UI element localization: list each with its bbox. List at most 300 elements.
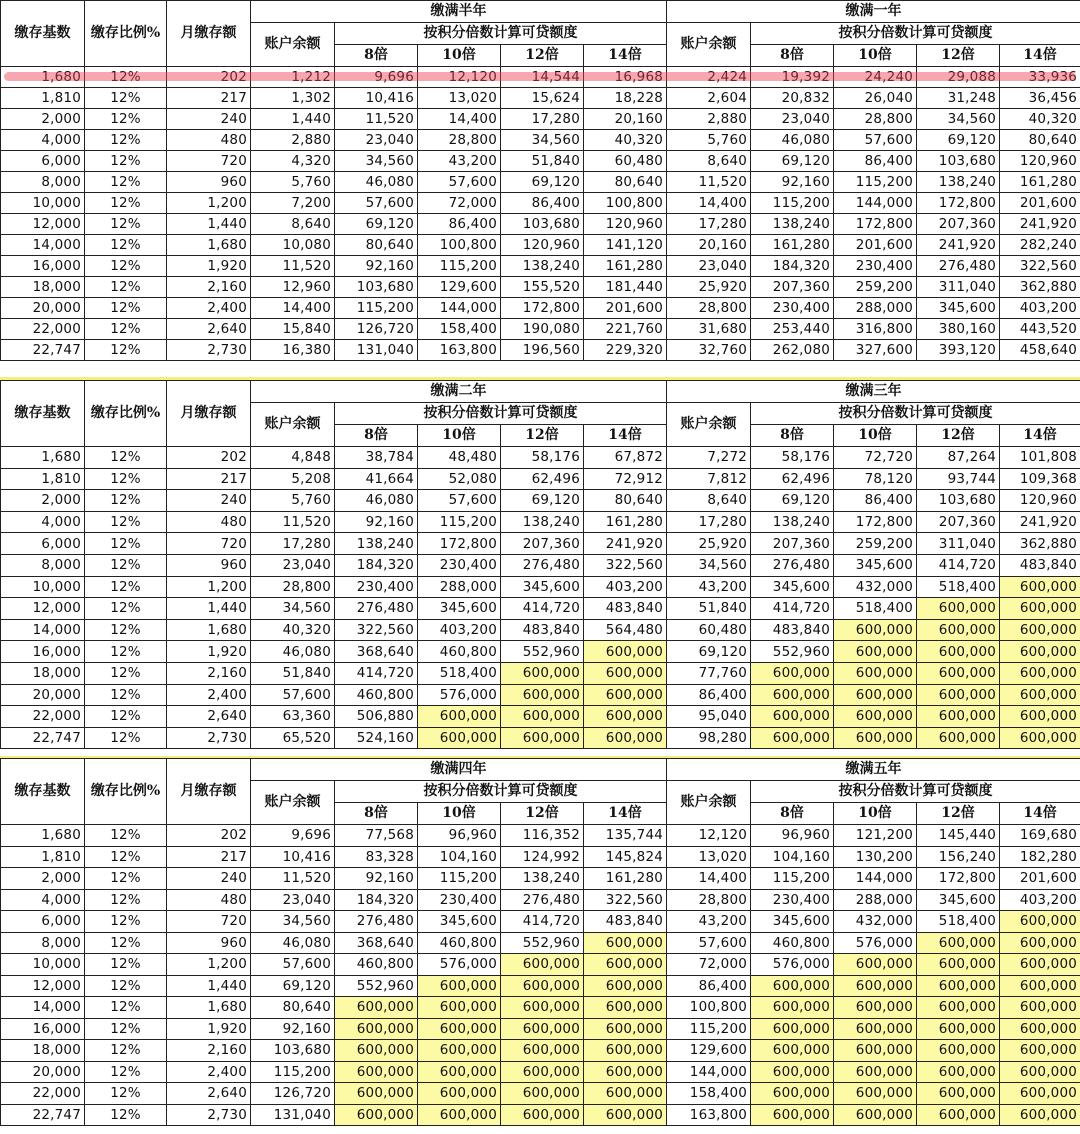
table-cell: 600,000 [584, 932, 667, 954]
table-cell: 8,000 [1, 554, 85, 576]
table-cell: 131,040 [335, 340, 418, 361]
table-cell: 158,400 [667, 1083, 751, 1105]
table-cell: 4,320 [251, 151, 335, 172]
table-cell: 25,920 [667, 277, 751, 298]
table-cell: 9,696 [335, 67, 418, 88]
table-cell: 483,840 [584, 598, 667, 620]
table-cell: 322,560 [335, 619, 418, 641]
table-cell: 600,000 [834, 954, 917, 976]
table-cell: 69,120 [335, 214, 418, 235]
table-cell: 460,800 [335, 954, 418, 976]
table-cell: 460,800 [418, 641, 501, 663]
table-cell: 28,800 [418, 130, 501, 151]
header-period: 缴满半年 [251, 1, 667, 23]
table-cell: 600,000 [1000, 706, 1080, 728]
table-cell: 327,600 [834, 340, 917, 361]
table-cell: 262,080 [751, 340, 834, 361]
table-cell: 2,000 [1, 490, 85, 512]
table-cell: 202 [167, 67, 251, 88]
table-cell: 12% [85, 576, 167, 598]
table-cell: 43,200 [418, 151, 501, 172]
table-cell: 172,800 [834, 214, 917, 235]
table-cell: 124,992 [501, 846, 584, 868]
table-cell: 600,000 [1000, 641, 1080, 663]
table-cell: 600,000 [418, 1083, 501, 1105]
table-cell: 7,272 [667, 447, 751, 469]
table-cell: 57,600 [418, 172, 501, 193]
table-cell: 600,000 [751, 684, 834, 706]
table-cell: 600,000 [1000, 1104, 1080, 1126]
table-cell: 600,000 [834, 1061, 917, 1083]
table-cell: 2,000 [1, 109, 85, 130]
table-cell: 12% [85, 684, 167, 706]
header-rate: 缴存比例% [85, 381, 167, 447]
table-cell: 22,747 [1, 727, 85, 749]
table-cell: 1,810 [1, 88, 85, 109]
table-row [1, 619, 1080, 641]
table-cell: 1,200 [167, 954, 251, 976]
table-cell: 22,747 [1, 1104, 85, 1126]
table-cell: 230,400 [834, 256, 917, 277]
table-cell: 600,000 [501, 1083, 584, 1105]
table-cell: 368,640 [335, 932, 418, 954]
table-cell: 5,760 [251, 172, 335, 193]
table-cell: 12% [85, 256, 167, 277]
table-cell: 600,000 [501, 954, 584, 976]
table-cell: 240 [167, 490, 251, 512]
table-cell: 600,000 [751, 706, 834, 728]
table-cell: 62,496 [751, 468, 834, 490]
table-cell: 414,720 [335, 662, 418, 684]
header-multiple: 12倍 [917, 803, 1000, 825]
table-cell: 362,880 [1000, 533, 1080, 555]
table-cell: 1,680 [167, 619, 251, 641]
header-multiple: 14倍 [1000, 425, 1080, 447]
table-cell: 12% [85, 889, 167, 911]
table-cell: 600,000 [1000, 1040, 1080, 1062]
table-cell: 12% [85, 1083, 167, 1105]
table-row [1, 67, 1080, 88]
table-row [1, 684, 1080, 706]
table-cell: 103,680 [335, 277, 418, 298]
table-cell: 1,680 [167, 997, 251, 1019]
table-cell: 51,840 [501, 151, 584, 172]
table-cell: 1,302 [251, 88, 335, 109]
header-calc: 按积分倍数计算可贷额度 [751, 23, 1080, 45]
table-cell: 600,000 [1000, 954, 1080, 976]
table-cell: 57,600 [251, 954, 335, 976]
table-cell: 22,747 [1, 340, 85, 361]
table-cell: 20,000 [1, 684, 85, 706]
table-cell: 5,760 [251, 490, 335, 512]
table-cell: 80,640 [584, 490, 667, 512]
header-multiple: 8倍 [335, 425, 418, 447]
table-cell: 600,000 [584, 662, 667, 684]
table-cell: 241,920 [584, 533, 667, 555]
table-cell: 960 [167, 172, 251, 193]
table-block-four-and-five-years [0, 758, 1080, 1134]
table-cell: 40,320 [584, 130, 667, 151]
table-cell: 72,000 [418, 193, 501, 214]
table-cell: 16,380 [251, 340, 335, 361]
header-multiple: 12倍 [917, 45, 1000, 67]
table-cell: 28,800 [251, 576, 335, 598]
table-cell: 11,520 [251, 868, 335, 890]
table-cell: 380,160 [917, 319, 1000, 340]
table-cell: 600,000 [834, 684, 917, 706]
table-cell: 1,920 [167, 1018, 251, 1040]
table-cell: 600,000 [584, 975, 667, 997]
table-cell: 480 [167, 130, 251, 151]
table-cell: 51,840 [667, 598, 751, 620]
table-cell: 69,120 [501, 172, 584, 193]
table-cell: 63,360 [251, 706, 335, 728]
table-cell: 201,600 [584, 298, 667, 319]
table-cell: 600,000 [335, 997, 418, 1019]
table-block-half-and-one-year [0, 0, 1080, 376]
table-cell: 552,960 [501, 932, 584, 954]
table-cell: 36,456 [1000, 88, 1080, 109]
table-cell: 393,120 [917, 340, 1000, 361]
table-cell: 362,880 [1000, 277, 1080, 298]
header-multiple: 12倍 [501, 425, 584, 447]
table-cell: 600,000 [834, 619, 917, 641]
table-cell: 92,160 [335, 256, 418, 277]
table-cell: 23,040 [251, 889, 335, 911]
table-cell: 138,240 [501, 511, 584, 533]
table-cell: 201,600 [1000, 193, 1080, 214]
table-cell: 600,000 [335, 1040, 418, 1062]
table-cell: 28,800 [834, 109, 917, 130]
table-cell: 86,400 [501, 193, 584, 214]
table-cell: 600,000 [418, 1061, 501, 1083]
header-calc: 按积分倍数计算可贷额度 [751, 403, 1080, 425]
table-cell: 31,248 [917, 88, 1000, 109]
table-cell: 480 [167, 889, 251, 911]
table-cell: 172,800 [418, 533, 501, 555]
table-cell: 5,760 [667, 130, 751, 151]
table-row [1, 1083, 1080, 1105]
table-cell: 524,160 [335, 727, 418, 749]
table-cell: 207,360 [917, 214, 1000, 235]
table-cell: 58,176 [501, 447, 584, 469]
table-cell: 96,960 [418, 825, 501, 847]
table-cell: 12% [85, 533, 167, 555]
table-cell: 98,280 [667, 727, 751, 749]
table-cell: 600,000 [751, 1040, 834, 1062]
table-cell: 158,400 [418, 319, 501, 340]
table-row [1, 1018, 1080, 1040]
table-cell: 69,120 [751, 151, 834, 172]
table-cell: 57,600 [834, 130, 917, 151]
table-cell: 12% [85, 954, 167, 976]
table-row [1, 889, 1080, 911]
table-cell: 368,640 [335, 641, 418, 663]
table-cell: 600,000 [501, 684, 584, 706]
table-cell: 518,400 [418, 662, 501, 684]
header-balance: 账户余额 [251, 23, 335, 67]
table-cell: 52,080 [418, 468, 501, 490]
table-cell: 1,440 [167, 598, 251, 620]
table-cell: 460,800 [418, 932, 501, 954]
table-cell: 67,872 [584, 447, 667, 469]
table-cell: 12% [85, 706, 167, 728]
table-cell: 2,730 [167, 727, 251, 749]
table-cell: 12% [85, 67, 167, 88]
table-cell: 202 [167, 447, 251, 469]
table-cell: 116,352 [501, 825, 584, 847]
table-row [1, 172, 1080, 193]
table-cell: 720 [167, 151, 251, 172]
table-cell: 115,200 [751, 868, 834, 890]
table-cell: 13,020 [667, 846, 751, 868]
table-cell: 172,800 [834, 511, 917, 533]
table-cell: 34,560 [251, 911, 335, 933]
table-cell: 182,280 [1000, 846, 1080, 868]
table-cell: 141,120 [584, 235, 667, 256]
table-row [1, 932, 1080, 954]
table-cell: 104,160 [751, 846, 834, 868]
table-cell: 12% [85, 319, 167, 340]
table-cell: 34,560 [667, 554, 751, 576]
table-row [1, 598, 1080, 620]
table-cell: 12% [85, 468, 167, 490]
table-cell: 12% [85, 868, 167, 890]
table-cell: 12% [85, 130, 167, 151]
table-cell: 57,600 [667, 932, 751, 954]
table-cell: 600,000 [751, 662, 834, 684]
table-cell: 230,400 [751, 298, 834, 319]
table-cell: 600,000 [1000, 684, 1080, 706]
table-cell: 12% [85, 662, 167, 684]
table-cell: 138,240 [751, 214, 834, 235]
table-cell: 600,000 [1000, 727, 1080, 749]
table-cell: 2,640 [167, 1083, 251, 1105]
table-cell: 345,600 [917, 889, 1000, 911]
table-cell: 600,000 [834, 1040, 917, 1062]
table-cell: 1,680 [167, 235, 251, 256]
table-cell: 46,080 [251, 641, 335, 663]
table-cell: 600,000 [917, 598, 1000, 620]
table-row [1, 641, 1080, 663]
table-cell: 600,000 [751, 975, 834, 997]
table-cell: 103,680 [251, 1040, 335, 1062]
table-cell: 1,680 [1, 67, 85, 88]
table-cell: 77,760 [667, 662, 751, 684]
table-row [1, 277, 1080, 298]
table-cell: 103,680 [501, 214, 584, 235]
table-cell: 202 [167, 825, 251, 847]
table-cell: 1,920 [167, 256, 251, 277]
table-cell: 72,000 [667, 954, 751, 976]
table-cell: 23,040 [667, 256, 751, 277]
table-cell: 77,568 [335, 825, 418, 847]
table-cell: 600,000 [917, 975, 1000, 997]
table-cell: 69,120 [751, 490, 834, 512]
table-cell: 184,320 [751, 256, 834, 277]
table-cell: 129,600 [418, 277, 501, 298]
table-cell: 103,680 [917, 490, 1000, 512]
table-cell: 600,000 [501, 1061, 584, 1083]
table-row [1, 511, 1080, 533]
table-cell: 163,800 [418, 340, 501, 361]
table-cell: 23,040 [751, 109, 834, 130]
table-cell: 10,000 [1, 954, 85, 976]
table-row [1, 825, 1080, 847]
table-cell: 17,280 [251, 533, 335, 555]
table-cell: 2,160 [167, 662, 251, 684]
table-cell: 12% [85, 151, 167, 172]
table-cell: 1,212 [251, 67, 335, 88]
table-cell: 60,480 [584, 151, 667, 172]
header-multiple: 10倍 [418, 45, 501, 67]
table-cell: 600,000 [917, 1104, 1000, 1126]
table-cell: 600,000 [418, 706, 501, 728]
table-cell: 83,328 [335, 846, 418, 868]
table-cell: 600,000 [418, 975, 501, 997]
table-cell: 144,000 [667, 1061, 751, 1083]
table-cell: 86,400 [834, 490, 917, 512]
header-period: 缴满四年 [251, 759, 667, 781]
header-multiple: 10倍 [834, 425, 917, 447]
table-cell: 552,960 [335, 975, 418, 997]
table-cell: 28,800 [667, 889, 751, 911]
table-cell: 600,000 [501, 975, 584, 997]
table-cell: 92,160 [335, 868, 418, 890]
table-cell: 2,400 [167, 298, 251, 319]
table-cell: 311,040 [917, 277, 1000, 298]
table-cell: 414,720 [917, 554, 1000, 576]
table-cell: 144,000 [834, 193, 917, 214]
table-cell: 181,440 [584, 277, 667, 298]
table-cell: 259,200 [834, 277, 917, 298]
table-cell: 201,600 [834, 235, 917, 256]
table-row [1, 975, 1080, 997]
table-cell: 12% [85, 598, 167, 620]
table-cell: 22,000 [1, 319, 85, 340]
table-cell: 322,560 [584, 554, 667, 576]
table-cell: 115,200 [667, 1018, 751, 1040]
table-cell: 403,200 [418, 619, 501, 641]
table-cell: 11,520 [335, 109, 418, 130]
table-cell: 6,000 [1, 911, 85, 933]
table-cell: 129,600 [667, 1040, 751, 1062]
table-cell: 12% [85, 277, 167, 298]
table-cell: 18,000 [1, 1040, 85, 1062]
table-cell: 57,600 [418, 490, 501, 512]
table-cell: 460,800 [335, 684, 418, 706]
table-cell: 600,000 [1000, 619, 1080, 641]
table-cell: 138,240 [917, 172, 1000, 193]
table-cell: 483,840 [751, 619, 834, 641]
table-row [1, 911, 1080, 933]
table-cell: 12,000 [1, 598, 85, 620]
table-cell: 311,040 [917, 533, 1000, 555]
table-cell: 12% [85, 1018, 167, 1040]
table-cell: 86,400 [834, 151, 917, 172]
table-cell: 100,800 [584, 193, 667, 214]
table-cell: 161,280 [584, 511, 667, 533]
table-cell: 345,600 [418, 598, 501, 620]
table-cell: 600,000 [917, 1018, 1000, 1040]
table-cell: 120,960 [1000, 490, 1080, 512]
table-cell: 1,440 [167, 975, 251, 997]
table-cell: 145,440 [917, 825, 1000, 847]
header-calc: 按积分倍数计算可贷额度 [335, 403, 667, 425]
header-rate: 缴存比例% [85, 1, 167, 67]
table-cell: 460,800 [751, 932, 834, 954]
table-cell: 600,000 [751, 997, 834, 1019]
table-cell: 345,600 [917, 298, 1000, 319]
table-cell: 1,440 [251, 109, 335, 130]
table-cell: 57,600 [335, 193, 418, 214]
table-cell: 12,000 [1, 975, 85, 997]
table-cell: 172,800 [917, 868, 1000, 890]
loan-table [0, 0, 1080, 361]
table-cell: 10,000 [1, 576, 85, 598]
table-cell: 600,000 [834, 1104, 917, 1126]
table-cell: 12% [85, 554, 167, 576]
table-cell: 12% [85, 172, 167, 193]
table-cell: 43,200 [667, 911, 751, 933]
table-cell: 207,360 [501, 533, 584, 555]
table-cell: 86,400 [667, 684, 751, 706]
header-multiple: 10倍 [834, 45, 917, 67]
table-cell: 600,000 [584, 997, 667, 1019]
table-cell: 145,824 [584, 846, 667, 868]
table-cell: 600,000 [584, 1061, 667, 1083]
table-cell: 6,000 [1, 151, 85, 172]
table-cell: 1,680 [1, 447, 85, 469]
table-cell: 600,000 [751, 727, 834, 749]
table-cell: 120,960 [584, 214, 667, 235]
table-cell: 276,480 [501, 889, 584, 911]
table-cell: 240 [167, 109, 251, 130]
table-cell: 138,240 [501, 868, 584, 890]
table-cell: 4,000 [1, 511, 85, 533]
table-cell: 600,000 [834, 706, 917, 728]
table-cell: 229,320 [584, 340, 667, 361]
table-cell: 600,000 [1000, 1018, 1080, 1040]
table-cell: 600,000 [917, 1040, 1000, 1062]
header-multiple: 14倍 [1000, 803, 1080, 825]
table-cell: 14,000 [1, 235, 85, 256]
header-multiple: 14倍 [584, 45, 667, 67]
table-cell: 241,920 [917, 235, 1000, 256]
table-cell: 23,040 [251, 554, 335, 576]
table-cell: 80,640 [1000, 130, 1080, 151]
header-period: 缴满五年 [667, 759, 1080, 781]
table-cell: 11,520 [251, 256, 335, 277]
table-cell: 12% [85, 193, 167, 214]
table-cell: 144,000 [418, 298, 501, 319]
table-cell: 8,000 [1, 172, 85, 193]
table-cell: 600,000 [418, 1018, 501, 1040]
table-row [1, 576, 1080, 598]
table-cell: 600,000 [584, 727, 667, 749]
table-cell: 458,640 [1000, 340, 1080, 361]
table-cell: 72,912 [584, 468, 667, 490]
table-cell: 26,040 [834, 88, 917, 109]
table-cell: 12,120 [418, 67, 501, 88]
table-cell: 6,000 [1, 533, 85, 555]
table-cell: 4,000 [1, 130, 85, 151]
table-cell: 230,400 [418, 889, 501, 911]
header-balance: 账户余额 [251, 781, 335, 825]
table-cell: 12% [85, 340, 167, 361]
table-cell: 443,520 [1000, 319, 1080, 340]
table-cell: 12,120 [667, 825, 751, 847]
